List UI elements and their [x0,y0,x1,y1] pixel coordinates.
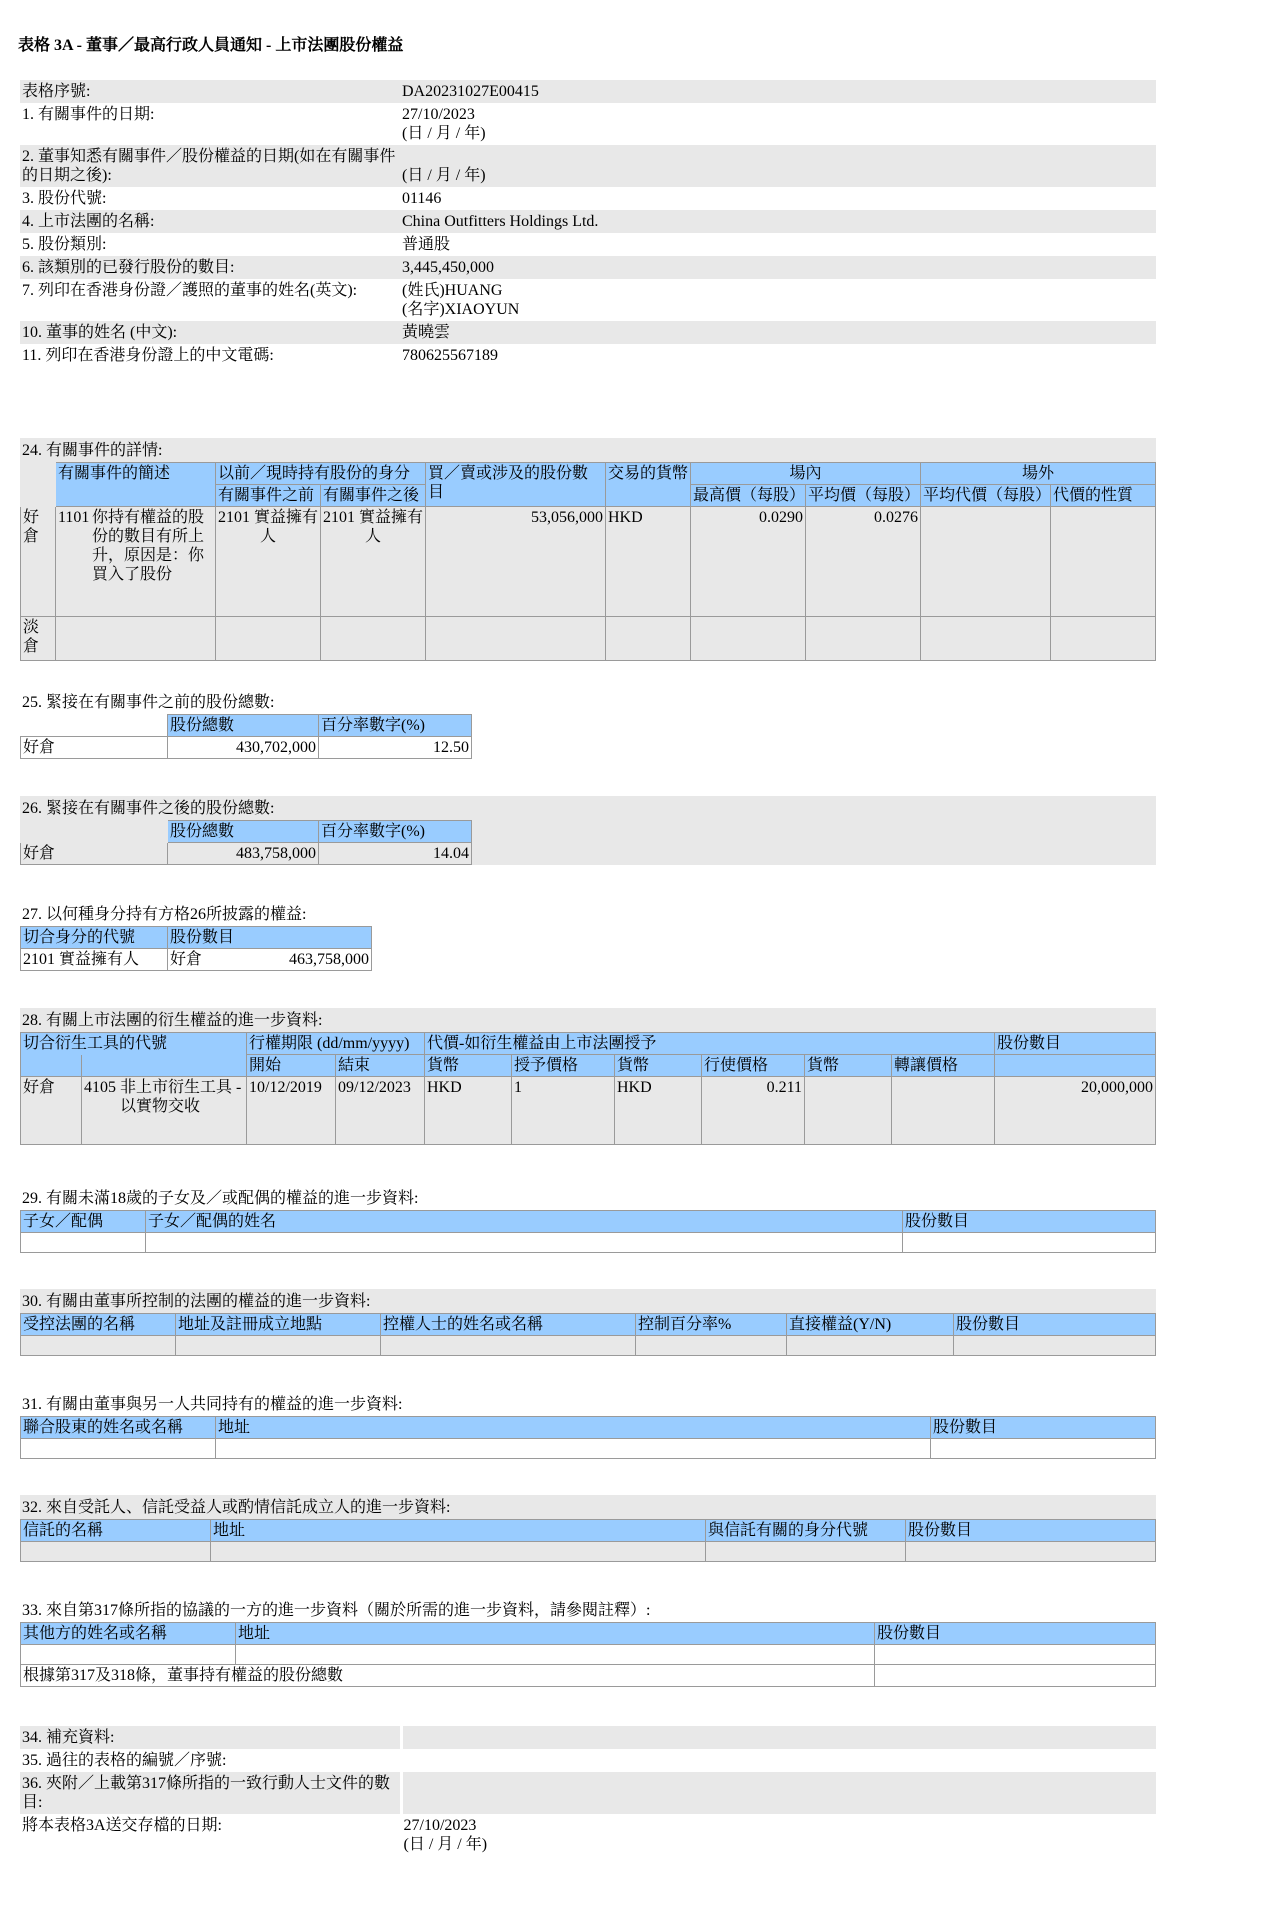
header-currency: 交易的貨幣 [606,463,691,507]
info-value: 3,445,450,000 [400,256,1156,279]
section-28 [20,1008,1156,1145]
transaction-currency: HKD [606,507,691,617]
header-currency-1: 貨幣 [425,1055,512,1077]
agreement-party-table [20,1622,1156,1687]
info-key: 3. 股份代號: [22,190,107,207]
header-shares: 股份數目 [875,1623,1156,1645]
info-row [20,187,1156,210]
total-shares-before: 430,702,000 [168,737,319,759]
section-25 [20,690,1156,759]
form-title: 表格 3A - 董事／最高行政人員通知 - 上市法團股份權益 [18,37,404,54]
info-value: 黃曉雲 [400,321,1156,344]
section-27-title: 27. 以何種身分持有方格26所披露的權益: [22,906,307,923]
header-on-exchange: 場內 [691,463,921,485]
filing-date-note: (日 / 月 / 年) [403,1836,488,1853]
section-33 [20,1598,1156,1687]
info-value: DA20231027E00415 [400,80,1156,103]
header-percentage: 百分率數字(%) [319,715,472,737]
header-shares: 買／賣或涉及的股份數目 [426,463,606,507]
header-transfer-price: 轉讓價格 [892,1055,995,1077]
short-position-row [21,617,1156,661]
children-spouse-table [20,1210,1156,1253]
header-off-exchange: 場外 [921,463,1156,485]
section-29 [20,1186,1156,1253]
section-33-title: 33. 來自第317條所指的協議的一方的進一步資料（關於所需的進一步資料，請參閱註釋）: [22,1602,651,1619]
derivatives-table [20,1032,1156,1145]
footer-value [402,1749,1157,1772]
capacity-shares: 463,758,000 [289,951,369,968]
header-child-spouse: 子女／配偶 [21,1211,146,1233]
header-joint-holder: 聯合股東的姓名或名稱 [21,1417,216,1439]
header-address: 地址 [211,1520,706,1542]
section-30 [20,1289,1156,1356]
header-end: 結束 [336,1055,425,1077]
header-consideration: 代價-如衍生權益由上市法團授予 [425,1033,995,1055]
position-label: 好倉 [21,843,168,865]
header-consideration-nature: 代價的性質 [1051,485,1156,507]
info-value: 27/10/2023 [402,106,475,123]
info-row [20,256,1156,279]
header-off-avg-price: 平均代價（每股） [921,485,1051,507]
section-30-title: 30. 有關由董事所控制的法團的權益的進一步資料: [22,1293,371,1310]
consideration-nature [1051,507,1156,617]
info-value: 普通股 [402,236,451,253]
trust-table [20,1519,1156,1562]
info-row [20,145,1156,187]
section-29-title: 29. 有關未滿18歲的子女及／或配偶的權益的進一步資料: [22,1190,419,1207]
header-currency-2: 貨幣 [615,1055,702,1077]
header-control-pct: 控制百分率% [636,1314,787,1336]
header-total-shares: 股份總數 [168,715,319,737]
section-31 [20,1392,1156,1459]
derivative-code: 4105 [84,1079,116,1096]
footer-row [20,1814,1156,1856]
header-controller-name: 控權人士的姓名或名稱 [381,1314,636,1336]
highest-price: 0.0290 [691,507,806,617]
header-shares: 股份數目 [931,1417,1156,1439]
header-address: 地址 [236,1623,875,1645]
section-26 [20,796,1156,865]
info-row [20,233,1156,256]
exercise-end: 09/12/2023 [336,1077,425,1145]
derivative-position: 好倉 [21,1077,82,1145]
info-row [20,210,1156,233]
shares-before-table [20,714,472,759]
event-description: 你持有權益的股份的數目有所上升，原因是：你買入了股份 [92,509,205,583]
capacity-after: 2101 實益擁有人 [321,507,426,617]
footer-table [20,1726,1156,1856]
header-avg-price: 平均價（每股） [806,485,921,507]
info-value: China Outfitters Holdings Ltd. [400,210,1156,233]
header-currency-3: 貨幣 [805,1055,892,1077]
header-address: 地址 [216,1417,931,1439]
footer-key: 36. 夾附／上載第317條所指的一致行動人士文件的數目: [20,1772,402,1814]
event-description-cell [56,507,216,617]
info-key: 1. 有關事件的日期: [22,106,155,123]
shares-involved: 53,056,000 [426,507,606,617]
header-trust-capacity: 與信託有關的身分代號 [706,1520,906,1542]
header-shares: 股份數目 [903,1211,1156,1233]
info-value-note: (日 / 月 / 年) [402,125,486,142]
info-value: 01146 [402,190,442,207]
long-position-row [21,507,1156,617]
info-value: (姓氏)HUANG [402,282,503,299]
info-key: 10. 董事的姓名 (中文): [20,321,400,344]
derivative-desc-cell [82,1077,247,1145]
header-direct-interest: 直接權益(Y/N) [787,1314,954,1336]
header-start: 開始 [247,1055,336,1077]
footer-key: 34. 補充資料: [20,1726,402,1749]
capacity-row [21,949,372,971]
section-26-title: 26. 緊接在有關事件之後的股份總數: [22,800,275,817]
info-key: 6. 該類別的已發行股份的數目: [20,256,400,279]
percentage-after: 14.04 [319,843,472,865]
section-25-title: 25. 緊接在有關事件之前的股份總數: [22,694,275,711]
header-corp-name: 受控法團的名稱 [21,1314,176,1336]
exercise-start: 10/12/2019 [247,1077,336,1145]
info-section [20,80,1156,367]
header-derivative-shares: 股份數目 [995,1033,1156,1055]
info-key: 4. 上市法團的名稱: [20,210,400,233]
footer-key: 35. 過往的表格的編號／序號: [22,1752,227,1769]
short-position-label: 淡倉 [21,617,56,661]
header-after: 有關事件之後 [321,485,426,507]
section-24-title: 24. 有關事件的詳情: [22,442,163,459]
footer-row [20,1772,1156,1814]
info-row [20,344,1156,367]
joint-holders-table [20,1416,1156,1459]
footer-key: 將本表格3A送交存檔的日期: [22,1817,223,1834]
section-27 [20,902,1156,971]
footer-value [402,1772,1157,1814]
header-capacity: 以前／現時持有股份的身分 [216,463,426,485]
total-shares-after: 483,758,000 [168,843,319,865]
controlled-corp-table [20,1313,1156,1356]
info-value-note: (名字)XIAOYUN [402,301,520,318]
header-percentage: 百分率數字(%) [319,821,472,843]
section-28-title: 28. 有關上市法團的衍生權益的進一步資料: [22,1012,323,1029]
footer-section [20,1726,1156,1856]
info-row [20,321,1156,344]
transfer-price [892,1077,995,1145]
info-value: 780625567189 [402,347,498,364]
info-value-note: (日 / 月 / 年) [402,167,486,184]
header-event-desc: 有關事件的簡述 [56,463,216,507]
header-derivative-code: 切合衍生工具的代號 [21,1033,247,1055]
info-key: 7. 列印在香港身份證／護照的董事的姓名(英文): [22,282,358,299]
derivative-row [21,1077,1156,1145]
info-row [20,279,1156,321]
header-shares: 股份數目 [906,1520,1156,1542]
header-capacity-code: 切合身分的代號 [21,927,168,949]
header-address: 地址及註冊成立地點 [176,1314,381,1336]
event-code: 1101 [58,509,90,526]
off-exchange-avg [921,507,1051,617]
header-trust-name: 信託的名稱 [21,1520,211,1542]
info-table [20,80,1156,367]
currency-3 [805,1077,892,1145]
header-high-price: 最高價（每股） [691,485,806,507]
section-32 [20,1495,1156,1562]
percentage-before: 12.50 [319,737,472,759]
header-child-spouse-name: 子女／配偶的姓名 [146,1211,903,1233]
section-24 [20,438,1156,661]
section-31-title: 31. 有關由董事與另一人共同持有的權益的進一步資料: [22,1396,403,1413]
currency-1: HKD [425,1077,512,1145]
total-interest-label: 根據第317及318條，董事持有權益的股份總數 [21,1665,875,1687]
grant-price: 1 [512,1077,615,1145]
info-key: 11. 列印在香港身份證上的中文電碼: [22,347,274,364]
footer-row [20,1749,1156,1772]
header-other-party: 其他方的姓名或名稱 [21,1623,236,1645]
footer-value [402,1726,1157,1749]
section-32-title: 32. 來自受託人、信託受益人或酌情信託成立人的進一步資料: [22,1499,451,1516]
info-row [20,80,1156,103]
footer-row [20,1726,1156,1749]
derivative-shares: 20,000,000 [995,1077,1156,1145]
capacity-before: 2101 實益擁有人 [216,507,321,617]
info-key: 表格序號: [20,80,400,103]
header-exercise-price: 行使價格 [702,1055,805,1077]
filing-date: 27/10/2023 [403,1817,477,1834]
average-price: 0.0276 [806,507,921,617]
header-share-count: 股份數目 [168,927,372,949]
capacity-table [20,926,372,971]
event-details-table [20,462,1156,661]
shares-after-table [20,820,472,865]
long-position-label: 好倉 [21,507,56,617]
header-grant-price: 授予價格 [512,1055,615,1077]
exercise-price: 0.211 [702,1077,805,1145]
derivative-description: 非上市衍生工具 - 以實物交收 [120,1079,242,1115]
header-total-shares: 股份總數 [168,821,319,843]
position-label: 好倉 [21,737,168,759]
info-key: 5. 股份類別: [22,236,107,253]
currency-2: HKD [615,1077,702,1145]
capacity-shares-cell [168,949,372,971]
shares-after-row [21,843,472,865]
shares-before-row [21,737,472,759]
info-row [20,103,1156,145]
header-before: 有關事件之前 [216,485,321,507]
capacity-code: 2101 實益擁有人 [21,949,168,971]
capacity-position: 好倉 [170,951,203,968]
info-key: 2. 董事知悉有關事件／股份權益的日期(如在有關事件的日期之後): [20,145,400,187]
header-shares: 股份數目 [954,1314,1156,1336]
header-exercise-period: 行權期限 (dd/mm/yyyy) [247,1033,425,1055]
